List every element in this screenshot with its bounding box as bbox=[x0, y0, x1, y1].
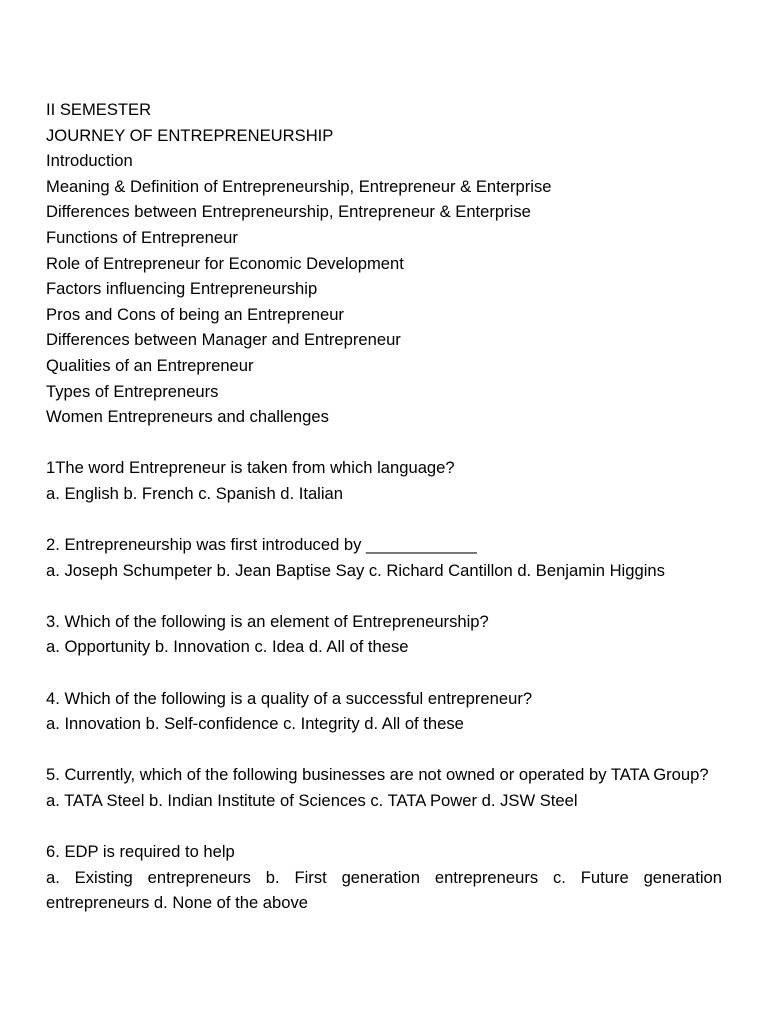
question-options: a. TATA Steel b. Indian Institute of Sciences c. TATA Power d. JSW Steel bbox=[46, 791, 578, 811]
question-block bbox=[46, 532, 722, 583]
question-block bbox=[46, 762, 722, 813]
question-text: 6. EDP is required to help bbox=[46, 842, 235, 862]
question-text: 5. Currently, which of the following businesses are not owned or operated by TATA Group? bbox=[46, 765, 709, 785]
question-text: 2. Entrepreneurship was first introduced by ____________ bbox=[46, 535, 477, 555]
topic-item: Qualities of an Entrepreneur bbox=[46, 355, 254, 375]
spacer bbox=[46, 660, 722, 686]
topic-item: Factors influencing Entrepreneurship bbox=[46, 279, 318, 299]
question-options: a. Existing entrepreneurs b. First generation entrepreneurs c. Future generation entrepreneurs d. None of the above bbox=[46, 867, 722, 913]
topic-item: Pros and Cons of being an Entrepreneur bbox=[46, 304, 344, 324]
semester-heading: II SEMESTER bbox=[46, 100, 152, 119]
topic-item: Role of Entrepreneur for Economic Development bbox=[46, 253, 404, 273]
question-block bbox=[46, 455, 722, 506]
question-block bbox=[46, 609, 722, 660]
topic-item: Differences between Manager and Entrepreneur bbox=[46, 330, 401, 350]
question-block bbox=[46, 686, 722, 737]
document-title: JOURNEY OF ENTREPRENEURSHIP bbox=[46, 125, 334, 145]
topic-item: Women Entrepreneurs and challenges bbox=[46, 407, 329, 427]
spacer bbox=[46, 583, 722, 609]
topic-item: Differences between Entrepreneurship, Entrepreneur & Enterprise bbox=[46, 202, 531, 222]
question-text: 1The word Entrepreneur is taken from which language? bbox=[46, 458, 455, 478]
question-options: a. Innovation b. Self-confidence c. Integrity d. All of these bbox=[46, 714, 464, 734]
spacer bbox=[46, 814, 722, 840]
question-block bbox=[46, 839, 722, 916]
question-options: a. English b. French c. Spanish d. Italian bbox=[46, 483, 344, 503]
question-text: 4. Which of the following is a quality of a successful entrepreneur? bbox=[46, 688, 533, 708]
topic-item: Types of Entrepreneurs bbox=[46, 381, 219, 401]
spacer bbox=[46, 430, 722, 456]
topic-list bbox=[46, 148, 722, 430]
topic-item: Meaning & Definition of Entrepreneurship, Entrepreneur & Enterprise bbox=[46, 176, 552, 196]
topic-item: Introduction bbox=[46, 151, 133, 171]
question-options: a. Joseph Schumpeter b. Jean Baptise Say c. Richard Cantillon d. Benjamin Higgins bbox=[46, 560, 665, 580]
spacer bbox=[46, 507, 722, 533]
topic-item: Functions of Entrepreneur bbox=[46, 227, 238, 247]
document-page bbox=[46, 97, 722, 916]
question-text: 3. Which of the following is an element of Entrepreneurship? bbox=[46, 611, 489, 631]
spacer bbox=[46, 737, 722, 763]
question-options: a. Opportunity b. Innovation c. Idea d. All of these bbox=[46, 637, 409, 657]
